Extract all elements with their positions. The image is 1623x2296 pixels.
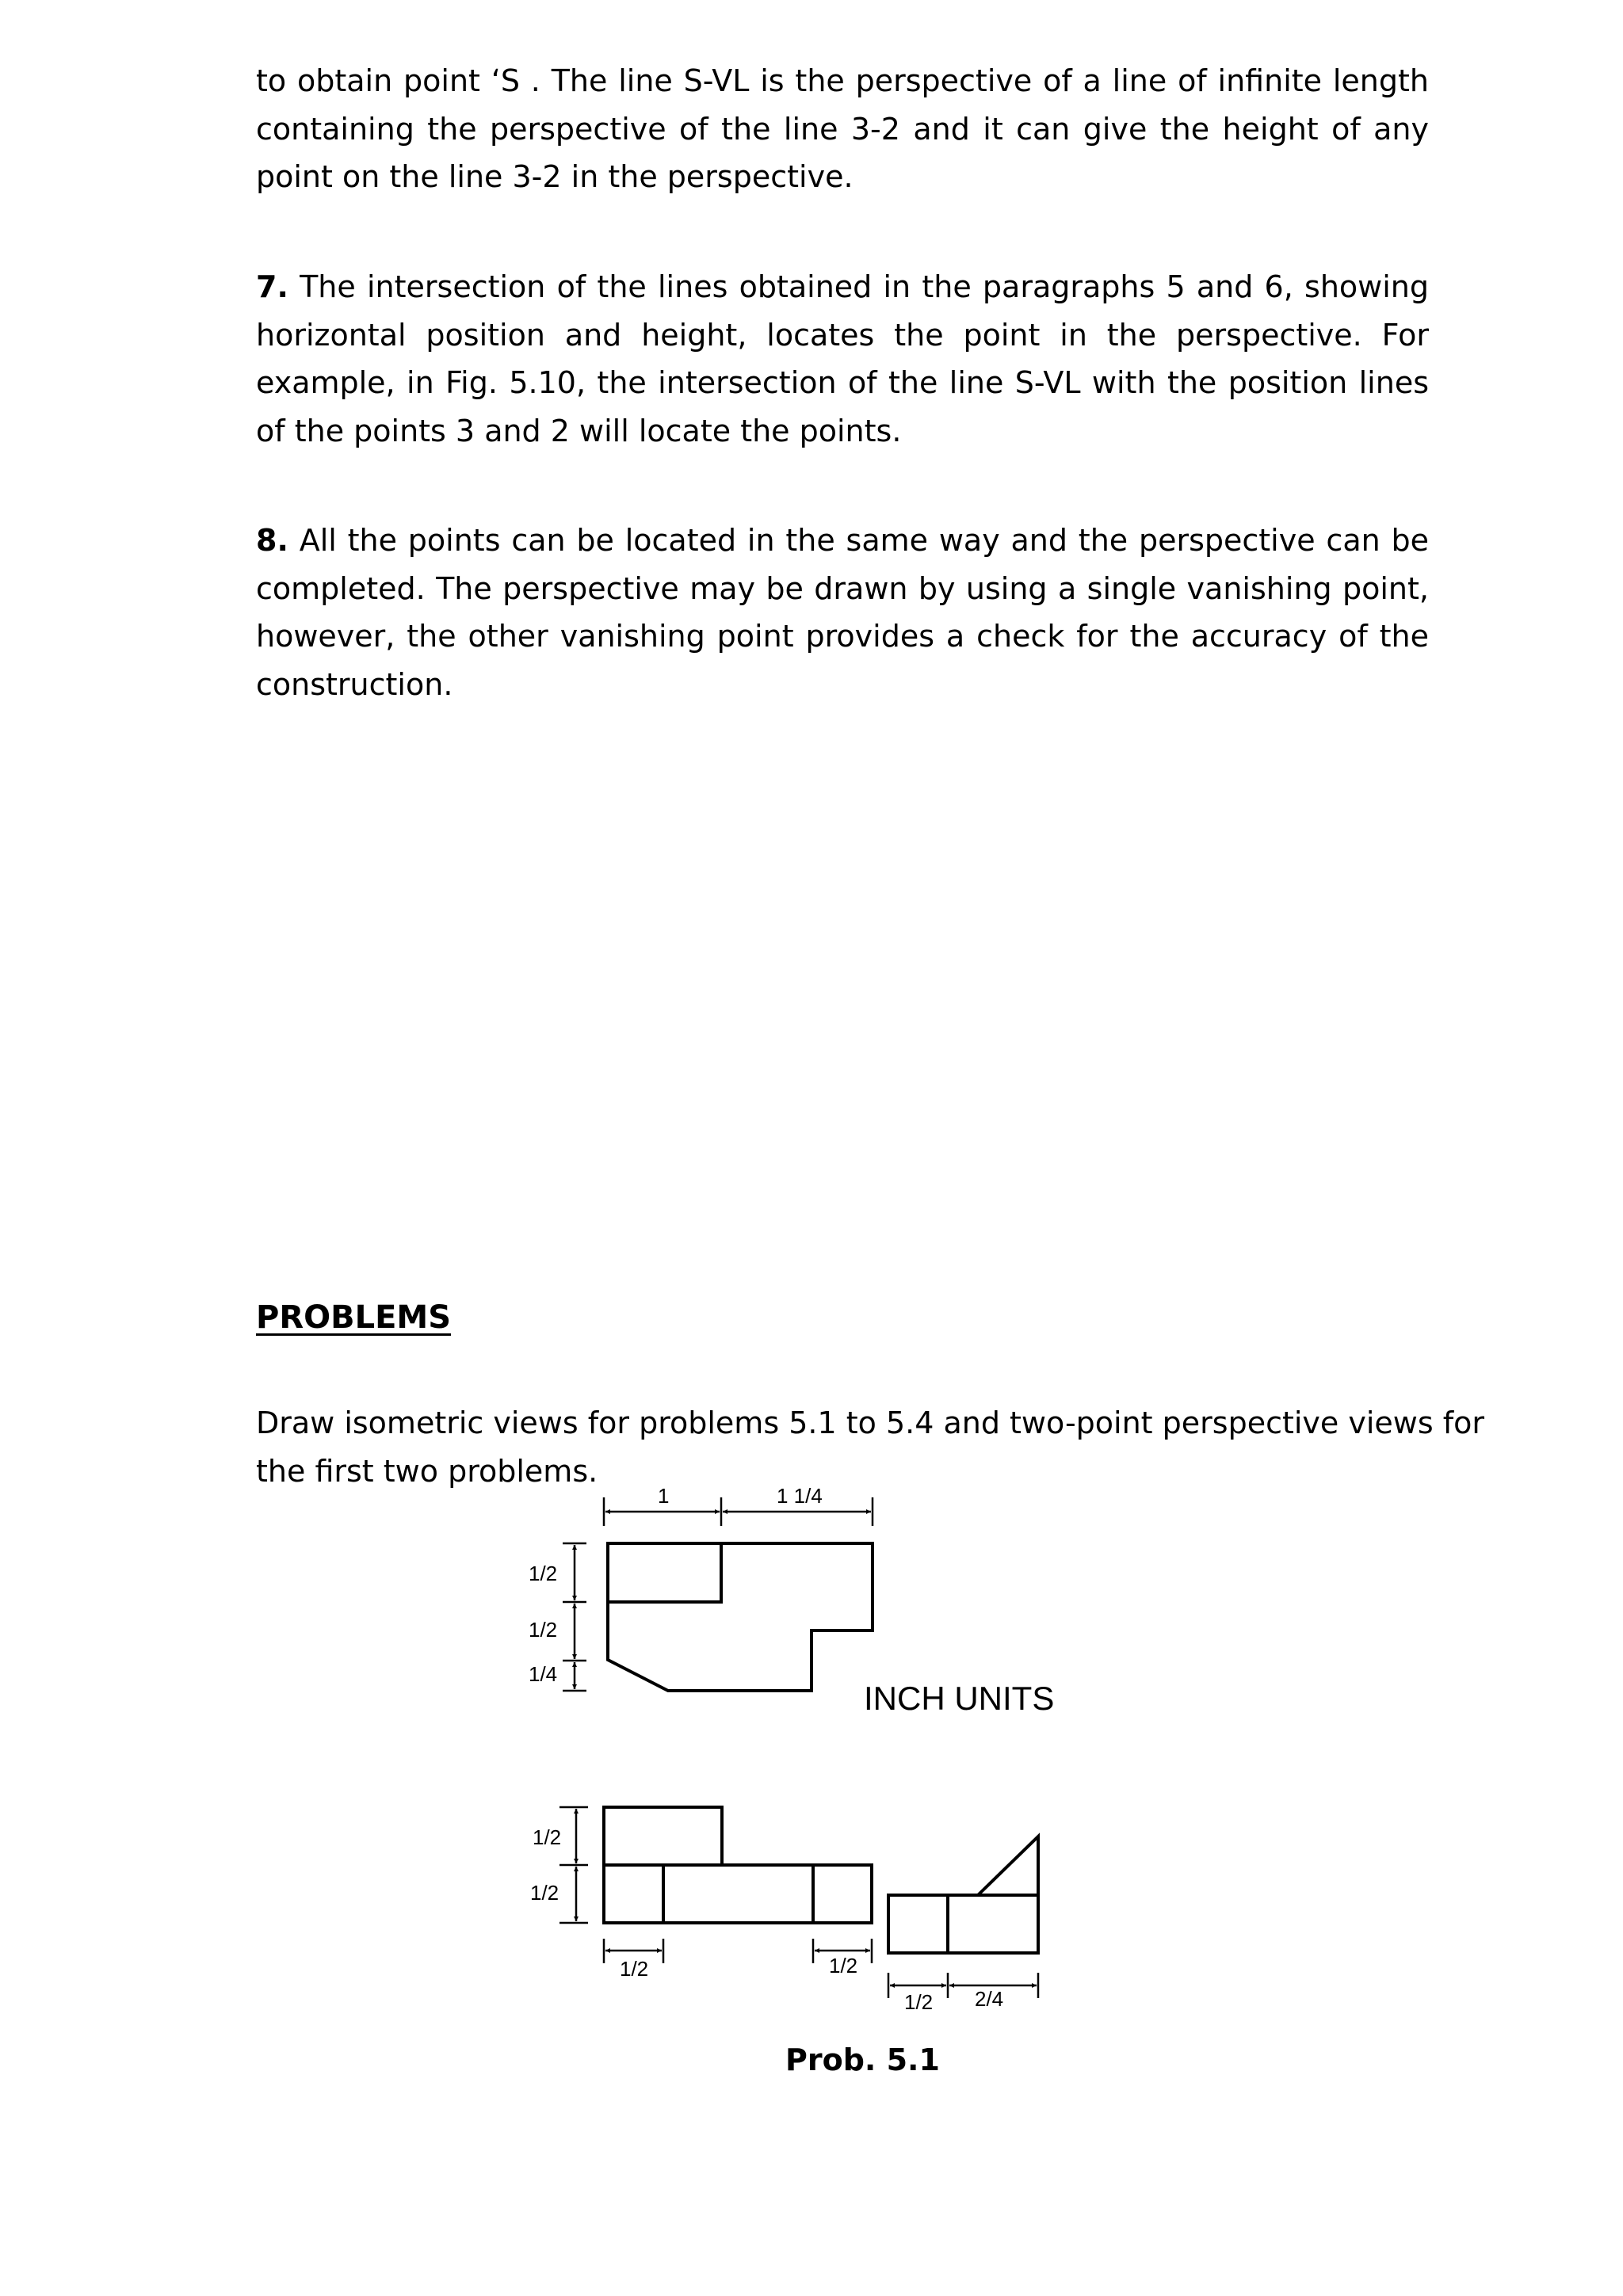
top-view-left-dimension xyxy=(563,1543,586,1691)
problems-heading: PROBLEMS xyxy=(256,1299,452,1336)
paragraph-7-number: 7. xyxy=(256,269,288,304)
paragraph-continuation: to obtain point ‘S . The line S-VL is the perspective of a line of infinite length containing the perspective of the line 3-2 and it can give the height of any point on the line 3-2 in the perspective. xyxy=(256,63,1429,194)
problems-intro: Draw isometric views for problems 5.1 to 5.4 and two-point perspective views for the first two problems. xyxy=(256,1405,1485,1489)
side-bottom-dim-1-label: 1/2 xyxy=(904,1990,934,2014)
top-dim-2-label: 1 1/4 xyxy=(777,1484,823,1508)
front-view-left-dimension xyxy=(559,1807,588,1923)
top-dim-1-label: 1 xyxy=(658,1484,670,1508)
paragraph-7-text: The intersection of the lines obtained in the paragraphs 5 and 6, showing horizontal position and height, locates the point in the perspective. For example, in Fig. 5.10, the intersection of the line S-VL with the position lines of the points 3 and 2 will locate the points. xyxy=(256,269,1429,448)
side-view-triangle xyxy=(978,1836,1038,1895)
top-view xyxy=(608,1543,873,1691)
top-left-dim-3-label: 1/4 xyxy=(529,1662,558,1686)
side-view xyxy=(888,1836,1038,1953)
units-label: INCH UNITS xyxy=(864,1680,1055,1717)
front-view-upper-block xyxy=(604,1807,722,1865)
front-bottom-dim-2-label: 1/2 xyxy=(829,1954,858,1978)
figure-caption: Prob. 5.1 xyxy=(785,2042,940,2077)
top-view-top-dimension xyxy=(604,1497,873,1526)
paragraph-8-number: 8. xyxy=(256,523,288,558)
paragraph-8-text: All the points can be located in the same way and the perspective can be completed. The perspective may be drawn by using a single vanishing point, however, the other vanishing point provides a check for the accuracy of the construction. xyxy=(256,523,1429,702)
front-left-dim-1-label: 1/2 xyxy=(533,1825,562,1849)
side-view-base xyxy=(888,1895,1038,1953)
top-view-outline xyxy=(608,1543,873,1691)
top-left-dim-1-label: 1/2 xyxy=(529,1562,558,1585)
front-left-dim-2-label: 1/2 xyxy=(530,1881,559,1905)
front-view-base xyxy=(604,1865,872,1923)
top-left-dim-2-label: 1/2 xyxy=(529,1618,558,1642)
side-bottom-dim-2-label: 2/4 xyxy=(975,1987,1004,2011)
front-view xyxy=(604,1807,872,1923)
top-view-inner-rect xyxy=(608,1543,721,1602)
front-bottom-dim-1-label: 1/2 xyxy=(620,1957,649,1981)
